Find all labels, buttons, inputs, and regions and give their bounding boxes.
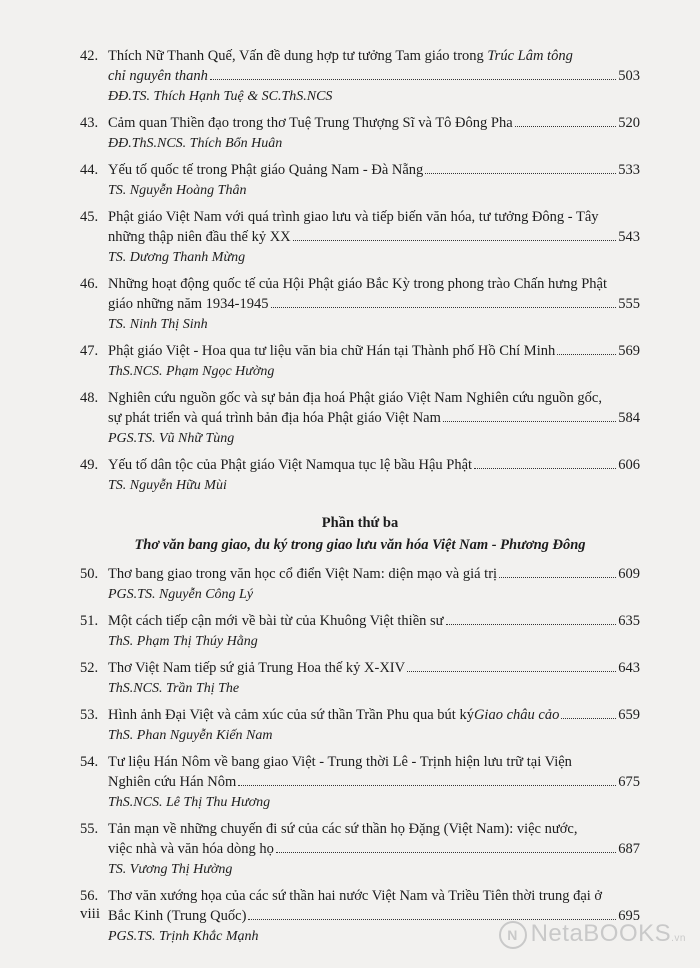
entry-number: 45. (80, 209, 99, 225)
entry-title-text: Nghiên cứu Hán Nôm (108, 774, 237, 790)
entry-number: 43. (80, 115, 99, 131)
toc-entry-last-line (80, 564, 640, 584)
entry-page-number: 584 (618, 410, 640, 426)
leader-dots (293, 240, 617, 241)
toc-entry (80, 705, 640, 752)
leader-dots (210, 79, 616, 80)
entry-title-text: chỉ nguyên thanh (108, 68, 208, 84)
toc-entry-line (80, 886, 640, 906)
leader-dots (238, 785, 616, 786)
toc-entry (80, 388, 640, 455)
toc-entry-last-line (80, 227, 640, 247)
entry-title-text: sự phát triển và quá trình bản địa hóa Phật giáo Việt Nam (108, 410, 441, 426)
toc-entry-last-line (80, 455, 640, 475)
leader-dots (271, 307, 617, 308)
entry-title-text: Yếu tố quốc tế trong Phật giáo Quảng Nam - Đà Nẵng (108, 162, 424, 178)
entry-number: 56. (80, 888, 99, 904)
entry-author: TS. Dương Thanh Mừng (108, 250, 246, 265)
leader-dots (407, 671, 616, 672)
entry-page-number: 503 (618, 68, 640, 84)
page-number: viii (80, 906, 101, 922)
toc-entry (80, 564, 640, 611)
watermark (499, 920, 686, 949)
leader-dots (443, 421, 616, 422)
entry-number: 42. (80, 48, 99, 64)
toc-entry (80, 752, 640, 819)
entry-title-text: những thập niên đầu thế kỷ XX (108, 229, 291, 245)
entry-title-text: Phật giáo Việt Nam với quá trình giao lưu và tiếp biến văn hóa, tư tưởng Đông - Tây (108, 209, 599, 225)
toc-entry (80, 455, 640, 502)
entry-page-number: 659 (618, 707, 640, 723)
entry-title-text: Những hoạt động quốc tế của Hội Phật giáo Bắc Kỳ trong phong trào Chấn hưng Phật (108, 276, 607, 292)
entry-number: 55. (80, 821, 99, 837)
entry-number: 47. (80, 343, 99, 359)
entry-title-with-page (108, 294, 640, 314)
entry-title-with-page (108, 772, 640, 792)
toc-entry-last-line (80, 160, 640, 180)
entry-page-number: 609 (618, 566, 640, 582)
toc-entry (80, 341, 640, 388)
entry-number: 53. (80, 707, 99, 723)
entry-title-with-page (108, 564, 640, 584)
watermark-logo-icon: N (499, 921, 527, 949)
entry-author: ThS.NCS. Lê Thị Thu Hương (108, 795, 271, 810)
entry-title-with-page (108, 408, 640, 428)
toc-entry-last-line (80, 113, 640, 133)
watermark-suffix: .vn (671, 933, 686, 944)
toc-entry-line (80, 207, 640, 227)
entry-title-line (108, 46, 573, 66)
toc-entry-last-line (80, 772, 640, 792)
entry-title-italic: Giao châu cảo (473, 707, 560, 723)
entry-page-number: 543 (618, 229, 640, 245)
entry-page-number: 555 (618, 296, 640, 312)
entry-title-with-page (108, 705, 640, 725)
entry-author: ĐĐ.TS. Thích Hạnh Tuệ & SC.ThS.NCS (108, 89, 333, 104)
toc-entry (80, 113, 640, 160)
toc-entry-line (80, 819, 640, 839)
entry-title-with-page (108, 455, 640, 475)
entry-author: ThS.NCS. Phạm Ngọc Hường (108, 364, 275, 379)
watermark-text: NetaBOOKS (530, 920, 672, 947)
entry-title-text: Phật giáo Việt - Hoa qua tư liệu văn bia chữ Hán tại Thành phố Hồ Chí Minh (108, 343, 556, 359)
toc-entry-last-line (80, 66, 640, 86)
entry-author: ĐĐ.ThS.NCS. Thích Bổn Huân (108, 136, 283, 151)
entry-title-text: Tư liệu Hán Nôm về bang giao Việt - Trung thời Lê - Trịnh hiện lưu trữ tại Viện (108, 754, 572, 770)
entry-title-text: việc nhà và văn hóa dòng họ (108, 841, 274, 857)
leader-dots (276, 852, 616, 853)
entry-title-italic: Trúc Lâm tông (487, 48, 573, 64)
entry-number: 46. (80, 276, 99, 292)
entry-page-number: 635 (618, 613, 640, 629)
entry-title-text: Bắc Kinh (Trung Quốc) (108, 908, 247, 924)
leader-dots (557, 354, 616, 355)
entry-title-with-page (108, 227, 640, 247)
entry-number: 50. (80, 566, 99, 582)
toc-entry-line (80, 752, 640, 772)
entry-title-text: Cảm quan Thiền đạo trong thơ Tuệ Trung Thượng Sĩ và Tô Đông Pha (108, 115, 513, 131)
leader-dots (446, 624, 617, 625)
section-spacer (0, 502, 700, 512)
entry-author: PGS.TS. Vũ Nhữ Tùng (108, 431, 235, 446)
toc-entry-last-line (80, 705, 640, 725)
toc-entry (80, 658, 640, 705)
entry-title-text: Thích Nữ Thanh Quế, Vấn đề dung hợp tư tưởng Tam giáo trong (108, 48, 488, 64)
entry-title-line (108, 388, 602, 408)
entry-title-text: Tản mạn về những chuyến đi sứ của các sứ thần họ Đặng (Việt Nam): việc nước, (108, 821, 578, 837)
toc-entry (80, 207, 640, 274)
entry-title-line (108, 207, 599, 227)
part-subtitle: Thơ văn bang giao, du ký trong giao lưu văn hóa Việt Nam - Phương Đông (134, 537, 586, 553)
toc-entry-last-line (80, 839, 640, 859)
leader-dots (561, 718, 616, 719)
toc-entry-last-line (80, 611, 640, 631)
table-of-contents (0, 46, 700, 953)
entry-number: 51. (80, 613, 99, 629)
entry-title-text: Yếu tố dân tộc của Phật giáo Việt Namqua tục lệ bầu Hậu Phật (108, 457, 473, 473)
entry-title-with-page (108, 113, 640, 133)
leader-dots (515, 126, 617, 127)
leader-dots (425, 173, 616, 174)
toc-entry-last-line (80, 341, 640, 361)
toc-entry (80, 274, 640, 341)
toc-entry (80, 46, 640, 113)
entry-author: ThS. Phạm Thị Thúy Hằng (108, 634, 258, 649)
entry-page-number: 520 (618, 115, 640, 131)
toc-entry-last-line (80, 408, 640, 428)
entry-page-number: 606 (618, 457, 640, 473)
entry-author: TS. Nguyễn Hoàng Thân (108, 183, 247, 198)
entry-title-with-page (108, 341, 640, 361)
entry-author: TS. Nguyễn Hữu Mùi (108, 478, 227, 493)
leader-dots (474, 468, 616, 469)
leader-dots (499, 577, 616, 578)
entry-title-text: Một cách tiếp cận mới về bài từ của Khuông Việt thiền sư (108, 613, 444, 629)
entry-number: 54. (80, 754, 99, 770)
entry-title-with-page (108, 839, 640, 859)
toc-entry-line (80, 46, 640, 66)
entry-title-with-page (108, 66, 640, 86)
entry-page-number: 569 (618, 343, 640, 359)
toc-entry-line (80, 274, 640, 294)
entry-title-text: giáo những năm 1934-1945 (108, 296, 269, 312)
entry-spacer (80, 496, 640, 502)
entry-title-line (108, 819, 577, 839)
part-heading: Phần thứ ba (321, 515, 399, 531)
toc-entry-last-line (80, 658, 640, 678)
entry-author: TS. Ninh Thị Sinh (108, 317, 208, 332)
entry-number: 44. (80, 162, 99, 178)
entry-title-line (108, 274, 607, 294)
toc-entry (80, 160, 640, 207)
entry-title-text: Nghiên cứu nguồn gốc và sự bản địa hoá Phật giáo Việt Nam Nghiên cứu nguồn gốc, (108, 390, 602, 406)
entry-number: 52. (80, 660, 99, 676)
entry-title-text: Hình ảnh Đại Việt và cảm xúc của sứ thần Trần Phu qua bút ký (108, 707, 474, 723)
toc-entry (80, 611, 640, 658)
toc-entry-last-line (80, 294, 640, 314)
toc-entry-line (80, 388, 640, 408)
entry-title-with-page (108, 658, 640, 678)
entry-page-number: 533 (618, 162, 640, 178)
entry-title-line (108, 752, 572, 772)
entry-title-text: Thơ Việt Nam tiếp sứ giả Trung Hoa thế kỷ X-XIV (108, 660, 406, 676)
entry-author: TS. Vương Thị Hường (108, 862, 233, 877)
entry-title-with-page (108, 611, 640, 631)
entry-author: ThS. Phan Nguyễn Kiến Nam (108, 728, 273, 743)
entry-title-text: Thơ văn xướng họa của các sứ thần hai nước Việt Nam và Triều Tiên thời trung đại ở (108, 888, 603, 904)
entry-page-number: 675 (618, 774, 640, 790)
entry-author: ThS.NCS. Trần Thị The (108, 681, 240, 696)
entry-page-number: 643 (618, 660, 640, 676)
toc-entry (80, 819, 640, 886)
entry-page-number: 695 (618, 908, 640, 924)
entry-title-text: Thơ bang giao trong văn học cổ điển Việt Nam: diện mạo và giá trị (108, 566, 498, 582)
entry-author: PGS.TS. Nguyễn Công Lý (108, 587, 254, 602)
entry-title-line (108, 886, 602, 906)
entry-title-with-page (108, 160, 640, 180)
entry-page-number: 687 (618, 841, 640, 857)
entry-number: 49. (80, 457, 99, 473)
entry-number: 48. (80, 390, 99, 406)
entry-author: PGS.TS. Trịnh Khắc Mạnh (108, 929, 259, 944)
